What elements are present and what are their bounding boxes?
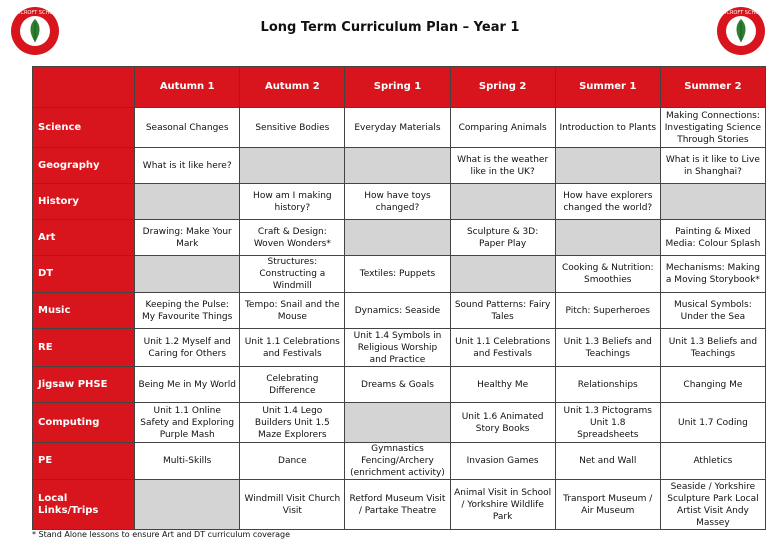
plan-cell: [240, 367, 345, 403]
plan-cell: [450, 293, 555, 329]
curriculum-table: [32, 66, 766, 530]
cell-text: Windmill Visit Church Visit: [244, 493, 341, 516]
subject-label: Art: [33, 220, 135, 256]
cell-text: How have toys changed?: [364, 190, 431, 213]
cell-text: Dance: [278, 456, 307, 466]
plan-cell: [555, 403, 660, 443]
plan-cell: [345, 293, 450, 329]
plan-cell: [660, 108, 765, 148]
plan-cell: [240, 220, 345, 256]
cell-text: Unit 1.3 Beliefs and Teachings: [668, 336, 758, 359]
cell-text: Gymnastics: [371, 444, 424, 454]
logo-text-right: ASHCROFT SCHOOL: [716, 10, 766, 16]
cell-text: Unit 1.7 Coding: [678, 417, 748, 428]
cell-text: Everyday Materials: [354, 122, 441, 133]
footnote: * Stand Alone lessons to ensure Art and DT curriculum coverage: [32, 530, 291, 539]
subject-label: RE: [33, 329, 135, 367]
plan-cell: [345, 443, 450, 480]
plan-cell: [450, 184, 555, 220]
cell-text: Celebrating Difference: [266, 373, 319, 396]
plan-cell: [345, 256, 450, 293]
plan-cell: [555, 443, 660, 480]
plan-cell: [555, 256, 660, 293]
cell-text: Textiles: Puppets: [359, 269, 436, 279]
header-row: [33, 67, 766, 108]
cell-text: Relationships: [577, 379, 638, 390]
plan-cell: [555, 220, 660, 256]
plan-cell: [240, 256, 345, 293]
plan-cell: [135, 443, 240, 480]
page-title: Long Term Curriculum Plan – Year 1: [260, 20, 520, 35]
plan-cell: [135, 329, 240, 367]
plan-cell: [345, 220, 450, 256]
plan-cell: [450, 367, 555, 403]
table-row: [33, 256, 766, 293]
plan-cell: [450, 108, 555, 148]
cell-text: What is the weather like in the UK?: [457, 154, 549, 177]
plan-cell: [135, 220, 240, 256]
cell-text: Musical Symbols: Under the Sea: [674, 299, 752, 322]
table-row: [33, 184, 766, 220]
subject-label: Jigsaw PHSE: [33, 367, 135, 403]
cell-text: Changing Me: [683, 379, 743, 390]
plan-cell: [660, 184, 765, 220]
plan-cell: [660, 480, 765, 530]
plan-cell: [135, 184, 240, 220]
subject-label: Computing: [33, 403, 135, 443]
cell-text: Unit 1.1 Celebrations and Festivals: [244, 336, 340, 359]
table-row: [33, 367, 766, 403]
plan-cell: [450, 403, 555, 443]
cell-text: Unit 1.2 Myself and Caring for Others: [143, 336, 231, 359]
cell-text: Unit 1.1 Online Safety and Exploring Purple Mash: [140, 405, 235, 440]
cell-text: Mechanisms: Making a Moving Storybook*: [665, 263, 760, 285]
cell-text: Sculpture & 3D: Paper Play: [466, 226, 539, 249]
table-row: [33, 443, 766, 480]
plan-cell: [450, 148, 555, 184]
cell-text: How have explorers changed the world?: [563, 190, 653, 213]
plan-cell: [555, 184, 660, 220]
plan-cell: [135, 148, 240, 184]
plan-cell: [345, 367, 450, 403]
table-row: [33, 148, 766, 184]
plan-cell: [135, 367, 240, 403]
plan-cell: [450, 443, 555, 480]
plan-cell: [555, 480, 660, 530]
plan-cell: [135, 403, 240, 443]
plan-cell: [240, 184, 345, 220]
subject-label: Music: [33, 293, 135, 329]
cell-text: Tempo: Snail and the Mouse: [244, 299, 340, 322]
cell-text: Seaside / Yorkshire Sculpture Park Local Artist Visit Andy Massey: [667, 481, 759, 528]
logo-text-left: ASHCROFT SCHOOL: [10, 10, 60, 16]
cell-text: Drawing: Make Your Mark: [142, 226, 232, 249]
column-header: Summer 1: [555, 67, 660, 108]
cell-text: Seasonal Changes: [145, 122, 229, 133]
corner-cell: [33, 67, 135, 108]
cell-text: What is it like here?: [142, 160, 232, 171]
cell-text: What is it like to Live in Shanghai?: [665, 154, 760, 177]
cell-text: Being Me in My World: [138, 379, 236, 390]
cell-text: Unit 1.3 Pictograms Unit 1.8 Spreadsheets: [563, 405, 652, 440]
cell-text: Introduction to Plants: [559, 122, 657, 133]
subject-label: Geography: [33, 148, 135, 184]
plan-cell: [240, 293, 345, 329]
cell-text: Sound Patterns: Fairy Tales: [454, 299, 551, 322]
cell-text: Making Connections: Investigating Science Through Stories: [664, 110, 762, 145]
plan-cell: [345, 480, 450, 530]
plan-cell: [345, 148, 450, 184]
table-row: [33, 293, 766, 329]
plan-cell: [450, 480, 555, 530]
plan-cell: [240, 329, 345, 367]
cell-text: Unit 1.6 Animated Story Books: [461, 411, 544, 434]
cell-text: Transport Museum / Air Museum: [563, 493, 653, 516]
column-header: Summer 2: [660, 67, 765, 108]
plan-cell: [240, 403, 345, 443]
plan-cell: [135, 256, 240, 293]
plan-cell: [345, 403, 450, 443]
subject-label: Science: [33, 108, 135, 148]
plan-cell: [660, 148, 765, 184]
cell-text: Comparing Animals: [458, 122, 547, 133]
cell-text: Multi-Skills: [163, 456, 212, 466]
cell-text: Animal Visit in School / Yorkshire Wildlife Park: [454, 487, 552, 522]
table-row: [33, 220, 766, 256]
plan-cell: [660, 256, 765, 293]
table-row: [33, 403, 766, 443]
subject-label: PE: [33, 443, 135, 480]
subject-label: DT: [33, 256, 135, 293]
plan-cell: [240, 480, 345, 530]
plan-cell: [345, 108, 450, 148]
cell-text: Painting & Mixed Media: Colour Splash: [665, 226, 761, 249]
plan-cell: [555, 108, 660, 148]
cell-text: Sensitive Bodies: [255, 122, 330, 133]
cell-text: Retford Museum Visit / Partake Theatre: [349, 493, 446, 516]
plan-cell: [555, 367, 660, 403]
plan-cell: [660, 329, 765, 367]
cell-text: Keeping the Pulse: My Favourite Things: [142, 299, 233, 322]
table-row: [33, 480, 766, 530]
subject-label: History: [33, 184, 135, 220]
plan-cell: [660, 293, 765, 329]
cell-text: Dynamics: Seaside: [354, 305, 441, 316]
plan-cell: [240, 108, 345, 148]
plan-cell: [135, 293, 240, 329]
table-row: [33, 329, 766, 367]
cell-text: How am I making history?: [253, 190, 332, 213]
plan-cell: [660, 443, 765, 480]
plan-cell: [135, 108, 240, 148]
column-header: Spring 2: [450, 67, 555, 108]
cell-text: Athletics: [693, 456, 733, 466]
column-header: Spring 1: [345, 67, 450, 108]
cell-text: Structures: Constructing a Windmill: [259, 257, 326, 291]
plan-cell: [240, 148, 345, 184]
cell-text: Invasion Games: [466, 456, 539, 466]
plan-cell: [555, 148, 660, 184]
plan-cell: [450, 220, 555, 256]
cell-text: Net and Wall: [579, 456, 637, 466]
cell-text: Unit 1.3 Beliefs and Teachings: [563, 336, 652, 359]
cell-text: Cooking & Nutrition: Smoothies: [561, 263, 654, 285]
plan-cell: [660, 220, 765, 256]
plan-cell: [555, 293, 660, 329]
cell-text: Healthy Me: [477, 379, 529, 390]
cell-text: Craft & Design: Woven Wonders*: [253, 226, 331, 249]
plan-cell: [345, 184, 450, 220]
plan-cell: [450, 256, 555, 293]
cell-text: Unit 1.1 Celebrations and Festivals: [455, 336, 551, 359]
cell-text: Pitch: Superheroes: [565, 305, 650, 316]
cell-text: Dreams & Goals: [361, 379, 434, 390]
column-header: Autumn 1: [135, 67, 240, 108]
pe-note: Fencing/Archery (enrichment activity): [350, 456, 445, 478]
cell-text: Unit 1.4 Lego Builders Unit 1.5 Maze Explorers: [254, 405, 330, 440]
plan-cell: [450, 329, 555, 367]
plan-cell: [135, 480, 240, 530]
column-header: Autumn 2: [240, 67, 345, 108]
subject-label: Local Links/Trips: [33, 480, 135, 530]
plan-cell: [240, 443, 345, 480]
plan-cell: [345, 329, 450, 367]
plan-cell: [660, 403, 765, 443]
plan-cell: [555, 329, 660, 367]
plan-cell: [660, 367, 765, 403]
table-row: [33, 108, 766, 148]
cell-text: Unit 1.4 Symbols in Religious Worship and Practice: [353, 330, 442, 365]
